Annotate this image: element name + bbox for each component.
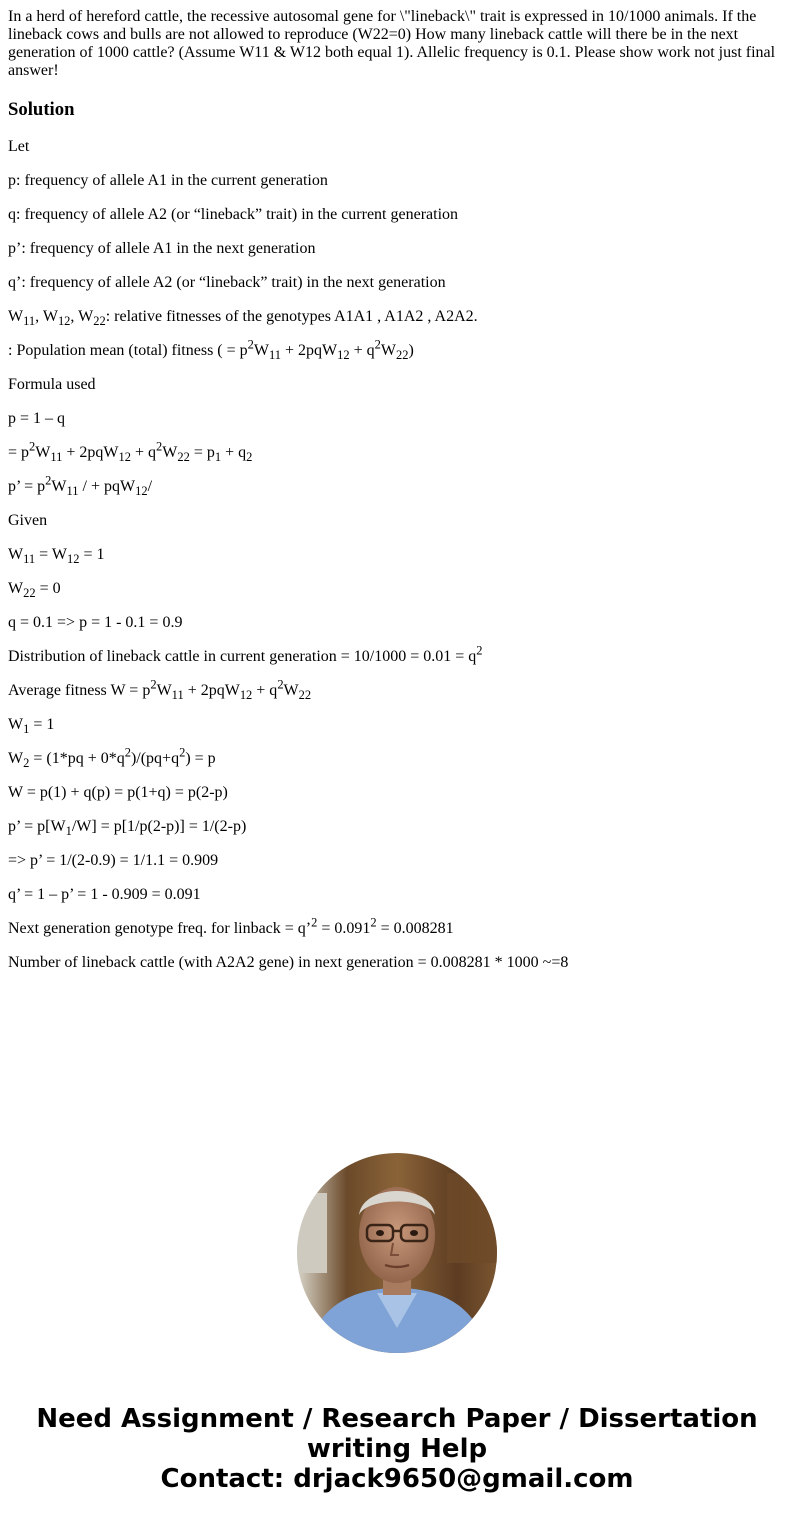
q-definition: q: frequency of allele A2 (or “lineback” trait) in the current generation: [8, 206, 459, 223]
w11-w12-given: $W_{11} = W_{12} = 1$: [8, 546, 105, 567]
solution-heading: Solution: [8, 99, 75, 120]
final-answer: Number of lineback cattle (with A2A2 gene) in next generation = 0.008281 * 1000 ~=8: [8, 954, 569, 971]
p-next-calc: => p’ = 1/(2-0.9) = 1/1.1 = 0.909: [8, 852, 219, 869]
average-fitness-line: Average fitness $W = p^2W_{11} + 2pqW_{12} + q^2W_{22}$: [8, 677, 312, 703]
p-equation: p = 1 – q: [8, 410, 66, 427]
portrait-image: [297, 1153, 497, 1353]
fitness-definition: $W_{11}$, $W_{12}$, $W_{22}$: relative fitnesses of the genotypes A1A1 , A1A2 , A2A2.: [8, 308, 478, 329]
let-line: Let: [8, 138, 30, 155]
given-label: Given: [8, 512, 48, 529]
promo-contact: Contact: drjack9650@gmail.com: [160, 1464, 634, 1494]
mean-fitness-formula: = $p^2W_{11} + 2pqW_{12} + q^2W_{22} = p_1 + q_2$: [8, 439, 253, 465]
w1-line: $W_1 = 1$: [8, 716, 55, 737]
q-given: q = 0.1 => p = 1 - 0.1 = 0.9: [8, 614, 183, 631]
mean-fitness-definition: : Population mean (total) fitness ( = $p^2W_{11} + 2pqW_{12} + q^2W_{22}$): [8, 337, 414, 363]
distribution-line: Distribution of lineback cattle in current generation = $10/1000 = 0.01 = q^2$: [8, 643, 483, 665]
w2-line: $W_2 = (1*pq + 0*q^2)/(pq+q^2) = p$: [8, 745, 216, 771]
formula-used-label: Formula used: [8, 376, 96, 393]
p-next-definition: p’: frequency of allele A1 in the next generation: [8, 240, 316, 257]
question-text: In a herd of hereford cattle, the recessive autosomal gene for \"lineback\" trait is expressed in 10/1000 animals. If the lineback cows and bulls are not allowed to reproduce (W22=0) How many lineback cattle will there be in the next generation of 1000 cattle? (Assume W11 & W12 both equal 1). Allelic frequency is 0.1. Please show work not just final answer!: [8, 8, 776, 79]
author-photo: [297, 1153, 497, 1353]
p-next-formula: p’ = $p^2W_{11}$ / + pqW$_{12}$/: [8, 473, 153, 499]
promo-line-1: Need Assignment / Research Paper / Dissertation: [36, 1404, 758, 1434]
next-genotype-freq: Next generation genotype freq. for linback = q’$^2$ = $0.091^2 = 0.008281$: [8, 915, 454, 937]
promo-banner: [0, 1404, 794, 1494]
q-next-calc: q’ = 1 – p’ = 1 - 0.909 = 0.091: [8, 886, 201, 903]
w22-given: $W_{22} = 0$: [8, 580, 61, 601]
q-next-definition: q’: frequency of allele A2 (or “lineback” trait) in the next generation: [8, 274, 446, 291]
p-next-expression: p’ = $p[W_1/W] = p[1/p(2-p)] = 1/(2-p)$: [8, 818, 247, 839]
p-definition: p: frequency of allele A1 in the current generation: [8, 172, 328, 189]
w-total-line: W = p(1) + q(p) = p(1+q) = p(2-p): [8, 784, 228, 801]
promo-line-2: writing Help: [306, 1434, 488, 1464]
